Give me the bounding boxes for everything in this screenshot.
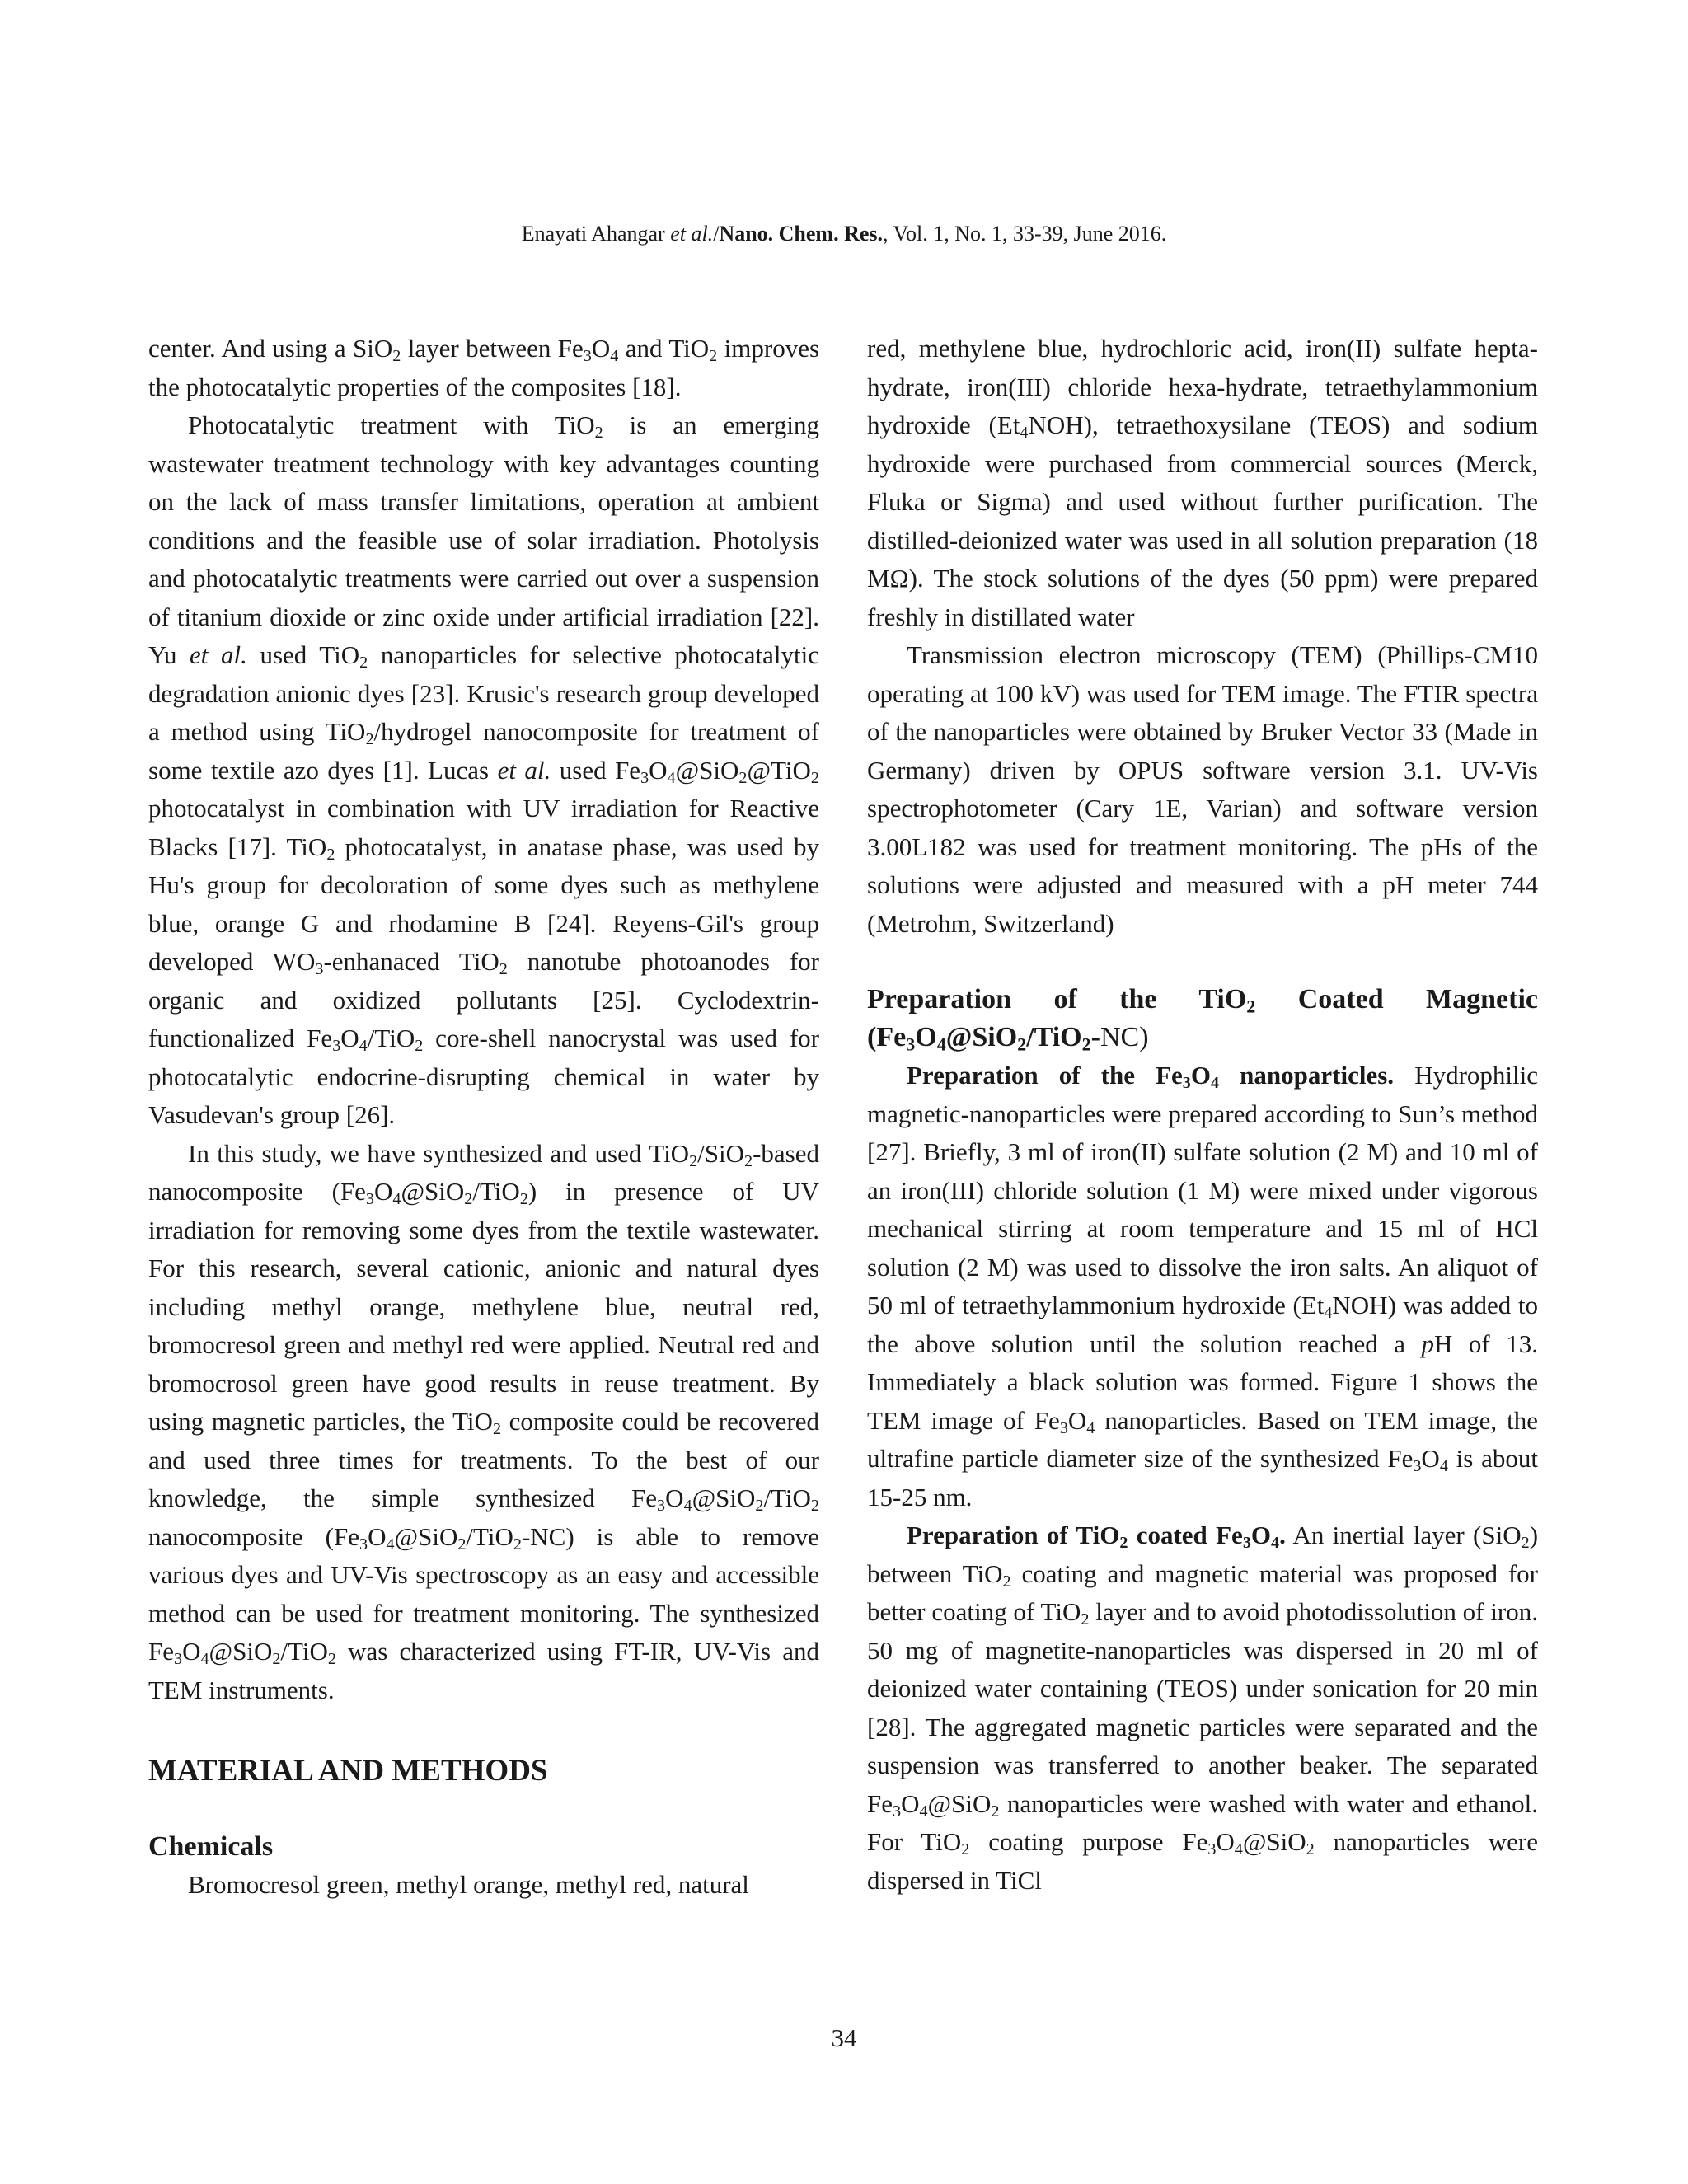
left-paragraph-4: Bromocresol green, methyl orange, methyl red, natural [188,1870,749,1899]
left-paragraph-2: Photocatalytic treatment with TiO$_2$ is an emerging wastewater treatment technology with key advantages counting on the lack of mass transfer limitations, operation at ambient conditions and the feasible use of solar irradiation. Photolysis and photocatalytic treatments were carried out over a suspension of titanium dioxide or zinc oxide under artificial irradiation [22]. Yu et al. used TiO$_2$ nanoparticles for selective photocatalytic degradation anionic dyes [23]. Krusic's research group developed a method using TiO$_2$/hydrogel nanocomposite for treatment of some textile azo dyes [1]. Lucas et al. used $Fe_3O_4@SiO_2@TiO_2$ photocatalyst in combination with UV irradiation for Reactive Blacks [17]. TiO$_2$ photocatalyst, in anatase phase, was used by Hu's group for decoloration of some dyes such as methylene blue, orange G and rhodamine B [24]. Reyens-Gil's group developed $WO_3$-enhanaced TiO$_2$ nanotube photoanodes for organic and oxidized pollutants [25]. Cyclodextrin- functionalized $Fe_3O_4/TiO_2$ core-shell nanocrystal was used for photocatalytic endocrine-disrupting chemical in water by Vasudevan's group [26]. [148,410,820,1129]
section-heading: MATERIAL AND METHODS [148,1754,548,1788]
right-paragraph-1: red, methylene blue, hydrochloric acid, iron(II) sulfate hepta-hydrate, iron(III) chloride hexa-hydrate, tetraethylammonium hydroxide $(Et_4NOH)$, tetraethoxysilane (TEOS) and sodium hydroxide were purchased from commercial sources (Merck, Fluka or Sigma) and used without further purification. The distilled-deionized water was used in all solution preparation (18 MΩ). The stock solutions of the dyes (50 ppm) were prepared freshly in distillated water [867,334,1538,631]
right-paragraph-3: Preparation of the $Fe_3O_4$ nanoparticles. Hydrophilic magnetic-nanoparticles were prepared according to Sun’s method [27]. Briefly, 3 ml of iron(II) sulfate solution (2 M) and 10 ml of an iron(III) chloride solution (1 M) were mixed under vigorous mechanical stirring at room temperature and 15 ml of HCl solution (2 M) was used to dissolve the iron salts. An aliquot of 50 ml of tetraethylammonium hydroxide $(Et_4NOH)$ was added to the above solution until the solution reached a pH of 13. Immediately a black solution was formed. Figure 1 shows the TEM image of $Fe_3O_4$ nanoparticles. Based on TEM image, the ultrafine particle diameter size of the synthesized $Fe_3O_4$ is about 15-25 nm. [867,1061,1538,1511]
runin-heading-fe3o4: Preparation of the $Fe_3O_4$ nanoparticles. [907,1061,1395,1093]
header-separator: / [713,222,720,246]
subsection-heading: Chemicals [148,1831,274,1862]
header-etal: et al. [670,222,714,246]
left-paragraph-3: In this study, we have synthesized and used TiO$_2$/SiO$_2$-based nanocomposite $(Fe_3O_4@SiO_2/TiO_2)$ in presence of UV irradiation for removing some dyes from the textile wastewater. For this research, several cationic, anionic and natural dyes including methyl orange, methylene blue, neutral red, bromocresol green and methyl red were applied. Neutral red and bromocrosol green have good results in reuse treatment. By using magnetic particles, the TiO$_2$ composite could be recovered and used three times for treatments. To the best of our knowledge, the simple synthesized $Fe_3O_4@SiO_2/TiO_2$ nanocomposite $(Fe_3O_4@SiO_2/TiO_2-NC)$ is able to remove various dyes and UV-Vis spectroscopy as an easy and accessible method can be used for treatment monitoring. The synthesized $Fe_3O_4@SiO_2/TiO_2$ was characterized using FT-IR, UV-Vis and TEM instruments. [148,1138,819,1704]
right-column [867,330,1538,1900]
header-journal: Nano. Chem. Res. [719,222,884,246]
header-authors: Enayati Ahangar [521,222,671,246]
left-paragraph-1: center. And using a SiO$_2$ layer between $Fe_3O_4$ and TiO$_2$ improves the photocatalytic properties of the composites [18]. [148,334,820,401]
subsection-heading-preparation: Preparation of the TiO$_2$ Coated Magnetic $(Fe_3O_4@SiO_2/TiO_2-NC)$ [867,984,1539,1055]
header-volume: , Vol. 1, No. 1, 33-39, June 2016. [883,222,1167,246]
right-paragraph-4: Preparation of TiO$_2$ coated $Fe_3O_4$. An inertial layer (SiO$_2$) between TiO$_2$ coating and magnetic material was proposed for better coating of TiO$_2$ layer and to avoid photodissolution of iron. 50 mg of magnetite-nanoparticles was dispersed in 20 ml of deionized water containing (TEOS) under sonication for 20 min [28]. The aggregated magnetic particles were separated and the suspension was transferred to another beaker. The separated $Fe_3O_4@SiO_2$ nanoparticles were washed with water and ethanol. For TiO$_2$ coating purpose $Fe_3O_4@SiO_2$ nanoparticles were dispersed in TiCl [867,1521,1539,1895]
left-column [148,330,819,1905]
page-number: 34 [831,2023,857,2052]
running-header [0,221,1688,247]
runin-heading-tio2: Preparation of TiO$_2$ coated $Fe_3O_4$. [907,1521,1286,1553]
right-paragraph-2: Transmission electron microscopy (TEM) (Phillips-CM10 operating at 100 kV) was used for TEM image. The FTIR spectra of the nanoparticles were obtained by Bruker Vector 33 (Made in Germany) driven by OPUS software version 3.1. UV-Vis spectrophotometer (Cary 1E, Varian) and software version 3.00L182 was used for treatment monitoring. The pHs of the solutions were adjusted and measured with a pH meter 744 (Metrohm, Switzerland) [867,640,1538,938]
